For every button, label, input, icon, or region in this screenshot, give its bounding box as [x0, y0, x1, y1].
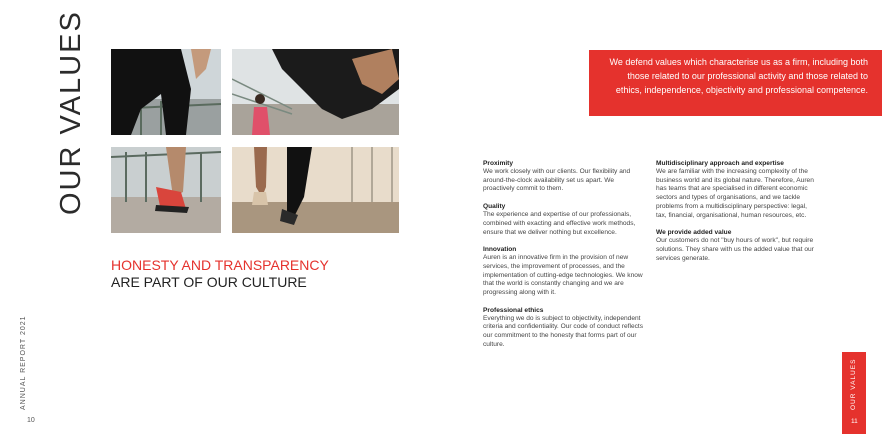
- photo-runners-bridge-top-right: [232, 49, 399, 135]
- section-text-professional-ethics: Everything we do is subject to objectivity, independent criteria and confidentiality. Our code of conduct reflects our commitment to the honesty that forms part of our culture.: [483, 314, 644, 348]
- values-intro-text: We defend values which characterise us as a firm, including both those related to our professional activity and those related to ethics, independence, objectivity and professional competence.: [609, 57, 868, 95]
- headline-line-red: HONESTY AND TRANSPARENCY: [111, 257, 329, 273]
- page-number-right: 11: [851, 418, 858, 425]
- annual-report-label: ANNUAL REPORT 2021: [20, 315, 27, 410]
- photo-runner-shoe-bottom-left: [111, 147, 221, 233]
- section-heading-multidisciplinary: Multidisciplinary approach and expertise: [656, 160, 784, 167]
- photo-runners-sunset-bottom-right: [232, 147, 399, 233]
- values-column-left: [483, 159, 645, 358]
- section-text-quality: The experience and expertise of our professionals, combined with exacting and effective work methods, ensure that we deliver nothing but excellence.: [483, 211, 636, 236]
- section-tab: [842, 352, 866, 434]
- section-text-proximity: We work closely with our clients. Our flexibility and around-the-clock availability set us apart. We proactively commit to them.: [483, 168, 631, 193]
- section-heading-professional-ethics: Professional ethics: [483, 306, 544, 314]
- values-column-right: [656, 159, 814, 271]
- vertical-page-title: OUR VALUES: [55, 10, 87, 215]
- section-heading-proximity: Proximity: [483, 160, 514, 167]
- section-heading-added-value: We provide added value: [656, 229, 732, 237]
- photo-runner-legs-top-left: [111, 49, 221, 135]
- culture-headline: [111, 257, 329, 291]
- section-text-added-value: Our customers do not "buy hours of work", but require solutions. They share with us the added value that our services generate.: [656, 237, 814, 262]
- values-intro-box: [589, 50, 882, 116]
- page-number-left: 10: [27, 417, 35, 424]
- section-text-multidisciplinary: We are familiar with the increasing complexity of the business world and its global nature. Therefore, Auren has teams that are specialised in different economic sectors and types of organisations, and we tackle problems from a multidisciplinary perspective: legal, tax, financial, organisational, human resources, etc.: [656, 168, 814, 219]
- section-text-innovation: Auren is an innovative firm in the provision of new services, the improvement of processes, and the implementation of cutting-edge technologies. We know that the world is constantly changing and we are progressing along with it.: [483, 254, 643, 297]
- section-heading-innovation: Innovation: [483, 246, 517, 254]
- section-tab-label: OUR VALUES: [850, 358, 857, 410]
- headline-line-dark: ARE PART OF OUR CULTURE: [111, 274, 307, 290]
- section-heading-quality: Quality: [483, 203, 506, 211]
